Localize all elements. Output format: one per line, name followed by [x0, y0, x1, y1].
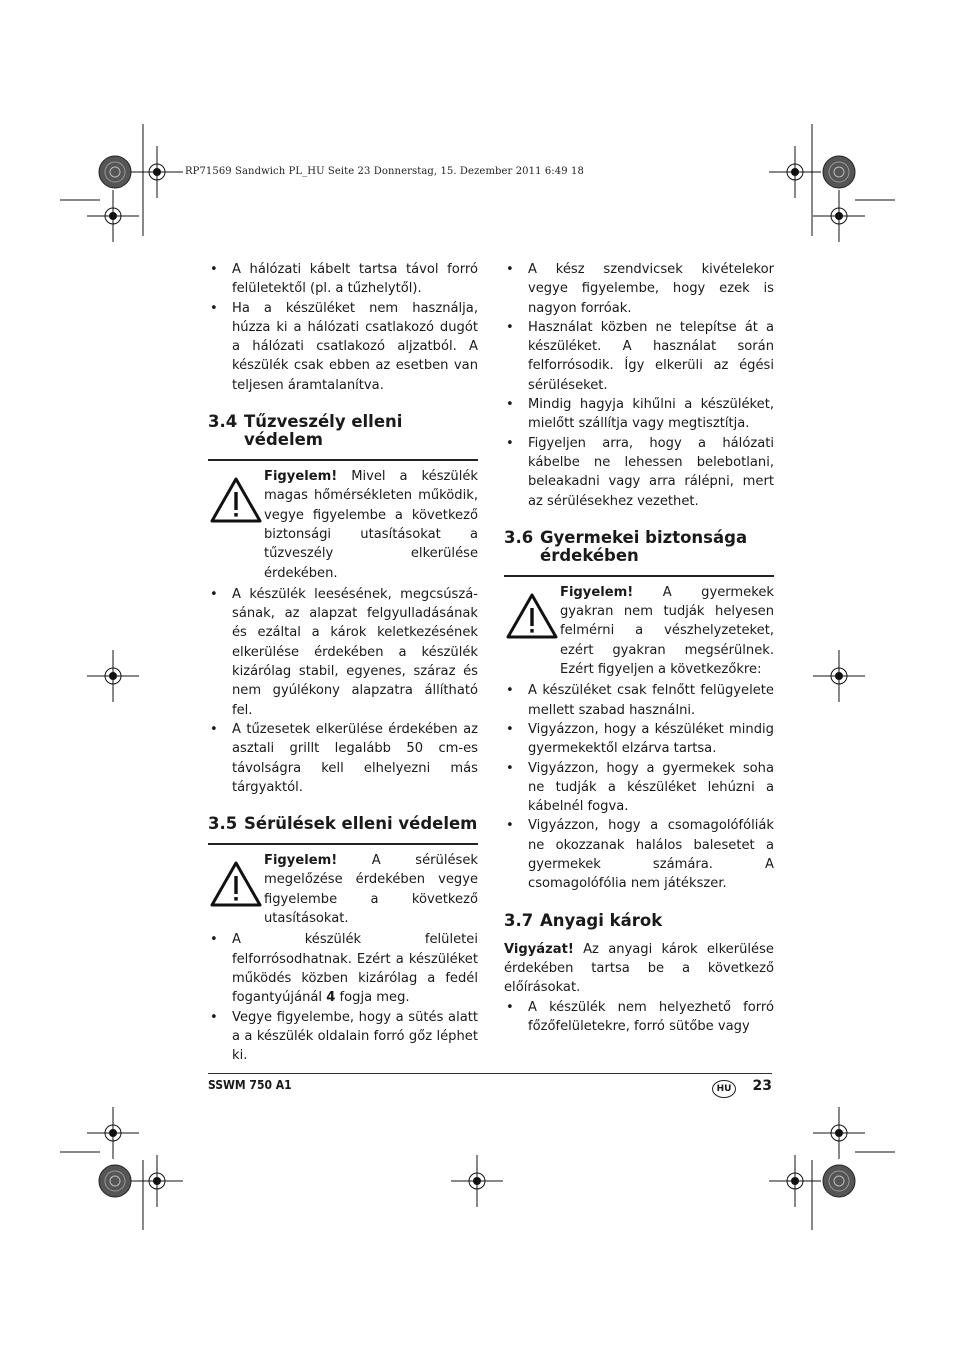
right-column — [504, 260, 774, 1036]
warning-label: Figyelem! — [264, 469, 338, 485]
left-column — [208, 260, 478, 1065]
page-number: 23 — [752, 1078, 772, 1094]
section-number: 3.7 — [504, 910, 534, 930]
warning-block — [208, 851, 478, 928]
warning-block — [208, 467, 478, 583]
divider — [208, 843, 478, 845]
section-heading-3-6 — [504, 529, 774, 565]
section-title: Sérülések elleni védelem — [244, 814, 478, 834]
list-item: • Használat közben ne telepítse át a készüléket. A használat során felforrósodik. Így elkerüli az égési sérüléseket. — [504, 318, 774, 395]
list-item: • Vigyázzon, hogy a készüléket mindig gyermekektől elzárva tartsa. — [504, 720, 774, 759]
section-title-cont: védelem — [244, 430, 323, 450]
list-item: • Vigyázzon, hogy a gyermekek soha ne tudják a készüléket lehúzni a kábelnél fogva. — [504, 759, 774, 817]
section-title: Gyermekei biztonsága — [540, 527, 748, 547]
list-item: • Vigyázzon, hogy a csomagolófóliák ne okozzanak halálos balesetet a gyermekek számára. A csomagolófólia nem játékszer. — [504, 816, 774, 893]
section-number: 3.6 — [504, 527, 534, 547]
language-badge: HU — [712, 1080, 736, 1098]
section-heading-3-7 — [504, 912, 774, 930]
warning-triangle-icon — [504, 589, 560, 645]
list-item: • A hálózati kábelt tartsa távol forró felületektől (pl. a tűzhelytől). — [208, 260, 478, 299]
model-number: SSWM 750 A1 — [208, 1078, 292, 1092]
section-heading-3-4 — [208, 413, 478, 449]
warning-triangle-icon — [208, 473, 264, 529]
caution-paragraph — [504, 940, 774, 998]
list-item: • A tűzesetek elkerülése érdekében az asztali grillt legalább 50 cm-es távolságra kell elhelyezni más tárgyaktól. — [208, 720, 478, 797]
divider — [208, 459, 478, 461]
print-header: RP71569 Sandwich PL_HU Seite 23 Donnerstag, 15. Dezember 2011 6:49 18 — [185, 166, 584, 177]
list-item: • A készülék leesésének, megcsúszá-sának, az alapzat felgyulladásának és ezáltal a károk keletkezésének elkerülése érdekében a készülék kizárólag stabil, egyenes, száraz és nem gyúlékony alapzatra állítható fel. — [208, 585, 478, 720]
list-item: • A készülék nem helyezhető forró főzőfelületekre, forró sütőbe vagy — [504, 998, 774, 1037]
section-title: Tűzveszély elleni — [244, 412, 403, 432]
caution-label: Vigyázat! — [504, 941, 574, 957]
warning-triangle-icon — [208, 857, 264, 913]
section-number: 3.5 — [208, 814, 238, 834]
list-item: • A készülék felületei felforrósodhatnak. Ezért a készüléket működés közben kizárólag a fedél fogantyújánál 4 fogja meg. — [208, 930, 478, 1007]
warning-block — [504, 583, 774, 679]
list-item: • Ha a készüléket nem használja, húzza ki a hálózati csatlakozó dugót a hálózati csatlakozó aljzatból. A készülék csak ebben az esetben van teljesen áramtalanítva. — [208, 299, 478, 395]
warning-label: Figyelem! — [264, 853, 338, 869]
warning-text: A sérülések megelőzése érdekében vegye figyelembe a következő utasításokat. — [264, 853, 478, 927]
caution-text: Az anyagi károk elkerülése érdekében tartsa be a következő előírásokat. — [504, 941, 774, 996]
part-number: 4 — [326, 990, 336, 1006]
section-title: Anyagi károk — [540, 910, 663, 930]
divider — [504, 575, 774, 577]
section-heading-3-5 — [208, 815, 478, 833]
list-item: • Mindig hagyja kihűlni a készüléket, mielőtt szállítja vagy megtisztítja. — [504, 395, 774, 434]
list-item: • A készüléket csak felnőtt felügyelete mellett szabad használni. — [504, 681, 774, 720]
list-item: • Figyeljen arra, hogy a hálózati kábelbe ne lehessen belebotlani, beleakadni vagy arra rálépni, mert az sérülésekhez vezethet. — [504, 434, 774, 511]
warning-text: Mivel a készülék magas hőmérsékleten működik, vegye figyelembe a következő biztonsági utasításokat a tűzveszély elkerülése érdekében. — [264, 469, 478, 581]
section-title-cont: érdekében — [540, 545, 639, 565]
list-item: • Vegye figyelembe, hogy a sütés alatt a a készülék oldalain forró gőz léphet ki. — [208, 1008, 478, 1066]
warning-text: A gyermekek gyakran nem tudják helyesen felmérni a vészhelyzeteket, ezért gyakran megsérülnek. Ezért figyeljen a következőkre: — [560, 584, 774, 678]
list-item: • A kész szendvicsek kivételekor vegye figyelembe, hogy ezek is nagyon forróak. — [504, 260, 774, 318]
page-footer — [208, 1073, 772, 1094]
section-number: 3.4 — [208, 412, 238, 432]
warning-label: Figyelem! — [560, 584, 634, 600]
